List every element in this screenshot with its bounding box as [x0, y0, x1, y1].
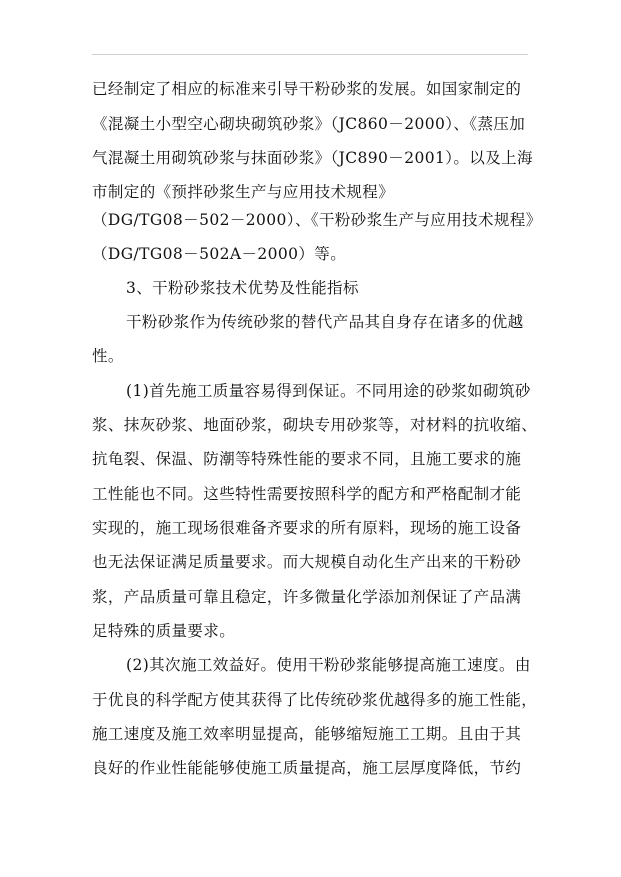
section-heading: 3、干粉砂浆技术优势及性能指标	[126, 279, 359, 297]
text-line: 市制定的《预拌砂浆生产与应用技术规程》	[92, 183, 395, 201]
text-line: （DG/TG08－502－2000）、《干粉砂浆生产与应用技术规程》	[92, 211, 542, 229]
text-line: 浆，产品质量可靠且稳定，许多微量化学添加剂保证了产品满	[92, 588, 522, 606]
text-line: 实现的，施工现场很难备齐要求的所有原料，现场的施工设备	[92, 519, 522, 537]
text-line: 已经制定了相应的标准来引导干粉砂浆的发展。如国家制定的	[92, 80, 522, 98]
text-line: (1)首先施工质量容易得到保证。不同用途的砂浆如砌筑砂	[126, 382, 531, 400]
text-line: 足特殊的质量要求。	[92, 622, 236, 640]
text-line: 良好的作业性能能够使施工质量提高，施工层厚度降低，节约	[92, 759, 522, 777]
text-line: (2)其次施工效益好。使用干粉砂浆能够提高施工速度。由	[126, 656, 531, 674]
text-line: 施工速度及施工效率明显提高，能够缩短施工工期。且由于其	[92, 725, 522, 743]
text-line: 于优良的科学配方使其获得了比传统砂浆优越得多的施工性能，	[92, 691, 538, 709]
text-line: 工性能也不同。这些特性需要按照科学的配方和严格配制才能	[92, 485, 522, 503]
header-rule	[92, 54, 528, 55]
text-line: 抗龟裂、保温、防潮等特殊性能的要求不同，且施工要求的施	[92, 450, 522, 468]
text-line: 浆、抹灰砂浆、地面砂浆，砌块专用砂浆等，对材料的抗收缩、	[92, 416, 538, 434]
text-line: 《混凝土小型空心砌块砌筑砂浆》（JC860－2000）、《蒸压加	[92, 115, 526, 133]
text-line: 干粉砂浆作为传统砂浆的替代产品其自身存在诸多的优越	[126, 313, 524, 331]
text-line: 也无法保证满足质量要求。而大规模自动化生产出来的干粉砂	[92, 553, 522, 571]
text-line: 气混凝土用砌筑砂浆与抹面砂浆》（JC890－2001）。以及上海	[92, 149, 533, 167]
text-line: （DG/TG08－502A－2000）等。	[92, 245, 347, 263]
text-line: 性。	[92, 347, 124, 365]
